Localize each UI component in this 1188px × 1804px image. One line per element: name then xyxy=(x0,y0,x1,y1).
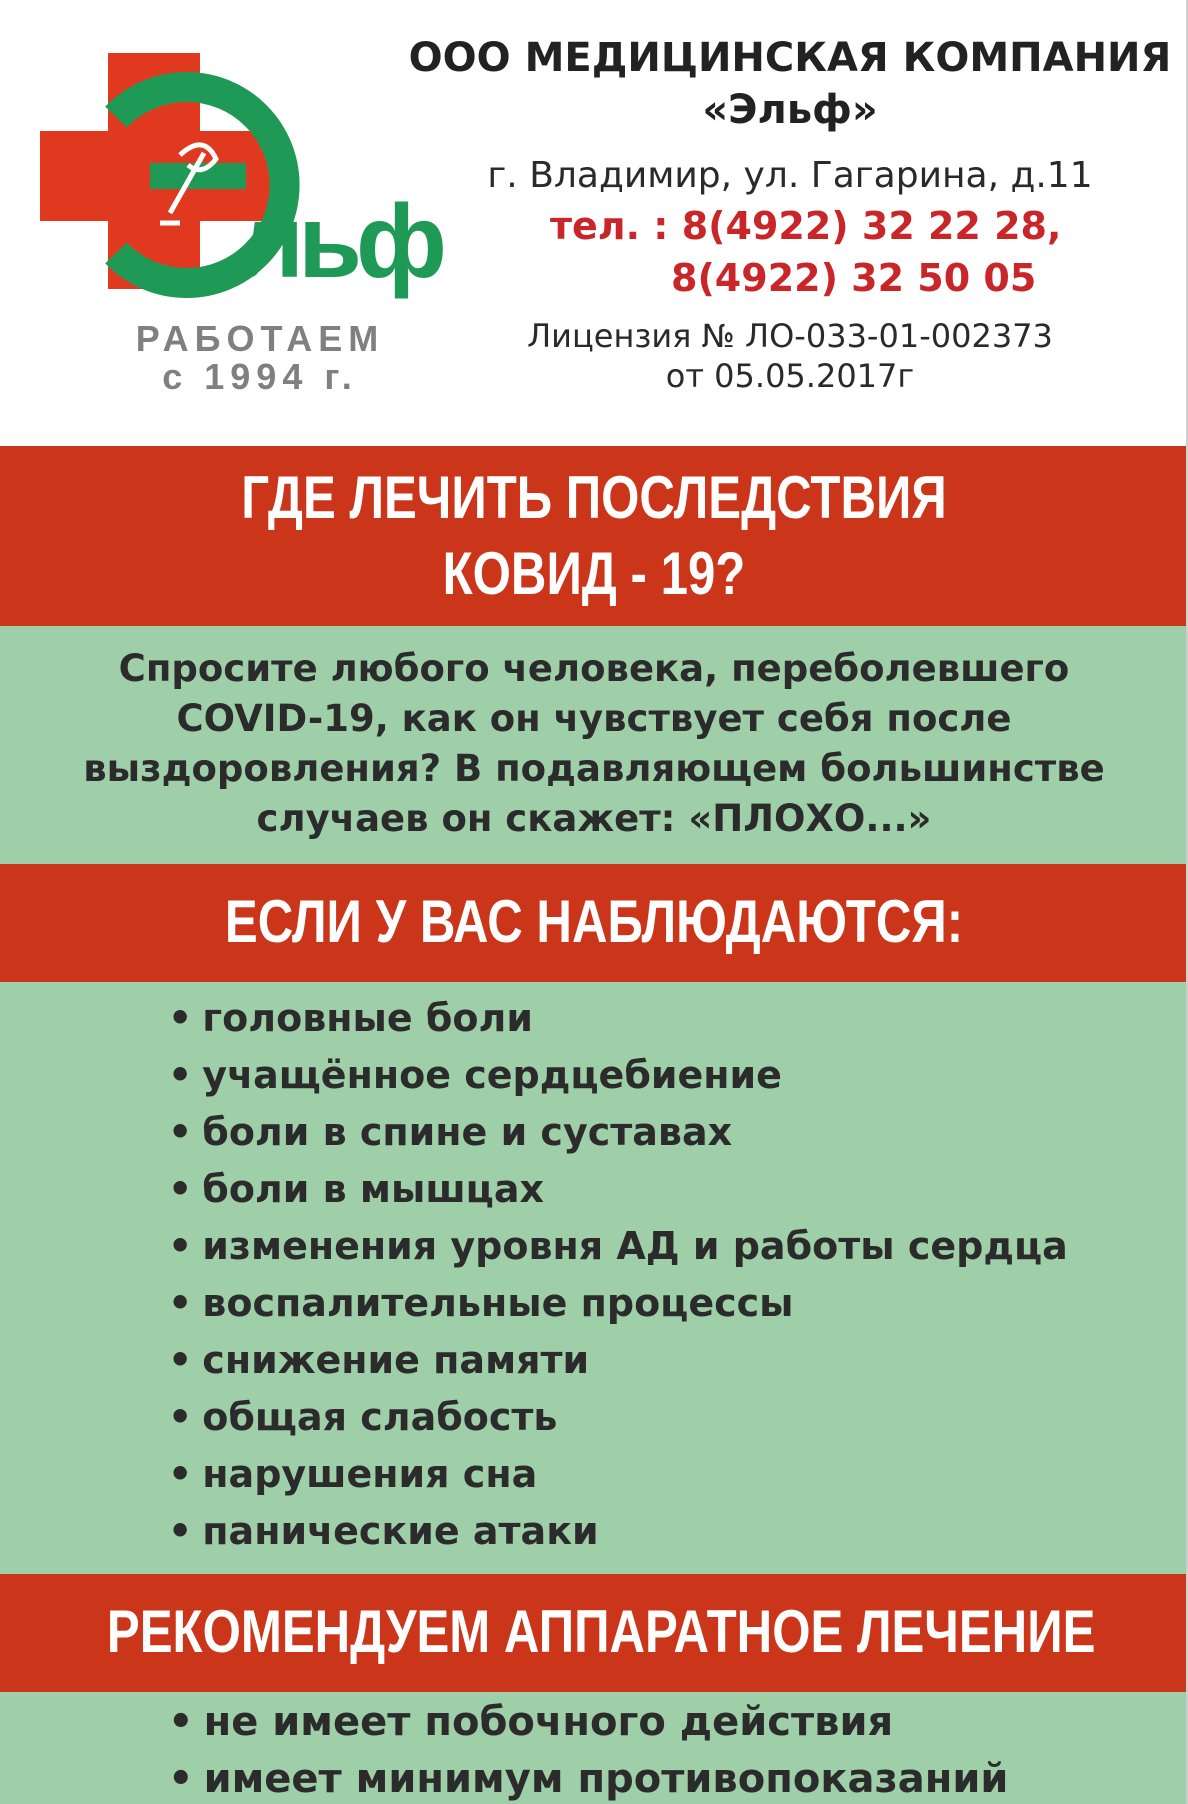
since-line2: с 1994 г. xyxy=(162,356,358,397)
benefit-item: • не имеет побочного действия xyxy=(168,1694,1188,1751)
symptoms-list xyxy=(168,990,1188,1560)
since-line1: РАБОТАЕМ xyxy=(135,318,385,359)
elf-logo-icon xyxy=(40,45,460,305)
company-address: г. Владимир, ул. Гагарина, д.11 xyxy=(487,155,1093,196)
intro-line1: Спросите любого человека, переболевшего xyxy=(118,647,1070,690)
benefits-list xyxy=(168,1694,1188,1804)
benefits-band xyxy=(0,1692,1188,1804)
heading-treatment: РЕКОМЕНДУЕМ АППАРАТНОЕ ЛЕЧЕНИЕ xyxy=(106,1598,1096,1665)
symptoms-band xyxy=(0,982,1188,1574)
heading-covid-line2: КОВИД - 19? xyxy=(442,540,746,607)
symptom-item: • боли в спине и суставах xyxy=(168,1104,1188,1161)
heading-band-treatment xyxy=(0,1574,1188,1692)
intro-line3: выздоровления? В подавляющем большинстве xyxy=(83,747,1105,790)
heading-band-symptoms xyxy=(0,864,1188,982)
phone-line2[interactable]: 8(4922) 32 50 05 xyxy=(671,256,1037,300)
license-line2: от 05.05.2017г xyxy=(665,357,915,395)
heading-covid-line1: ГДЕ ЛЕЧИТЬ ПОСЛЕДСТВИЯ xyxy=(241,464,947,531)
symptom-item: • учащённое сердцебиение xyxy=(168,1047,1188,1104)
phone-line1[interactable]: тел. : 8(4922) 32 22 28, xyxy=(550,204,1062,248)
intro-line4: случаев он скажет: «ПЛОХО...» xyxy=(256,797,932,840)
symptom-item: • боли в мышцах xyxy=(168,1161,1188,1218)
heading-symptoms: ЕСЛИ У ВАС НАБЛЮДАЮТСЯ: xyxy=(224,888,964,955)
company-phones xyxy=(550,200,1180,304)
symptom-item: • головные боли xyxy=(168,990,1188,1047)
symptom-item: • изменения уровня АД и работы сердца xyxy=(168,1218,1188,1275)
symptom-item: • нарушения сна xyxy=(168,1446,1188,1503)
symptom-item: • снижение памяти xyxy=(168,1332,1188,1389)
company-name-line2: «Эльф» xyxy=(702,87,878,133)
symptom-item: • воспалительные процессы xyxy=(168,1275,1188,1332)
company-info xyxy=(400,32,1180,396)
license-line1: Лицензия № ЛО-033-01-002373 xyxy=(527,317,1053,355)
header xyxy=(0,0,1188,446)
intro-band xyxy=(0,626,1188,864)
symptom-item: • панические атаки xyxy=(168,1503,1188,1560)
symptom-item: • общая слабость xyxy=(168,1389,1188,1446)
svg-text:льф: льф xyxy=(238,184,441,300)
company-name-line1: ООО МЕДИЦИНСКАЯ КОМПАНИЯ xyxy=(408,35,1172,81)
heading-band-covid xyxy=(0,446,1188,626)
benefit-item: • имеет минимум противопоказаний xyxy=(168,1751,1188,1804)
intro-line2: COVID-19, как он чувствует себя после xyxy=(176,697,1012,740)
